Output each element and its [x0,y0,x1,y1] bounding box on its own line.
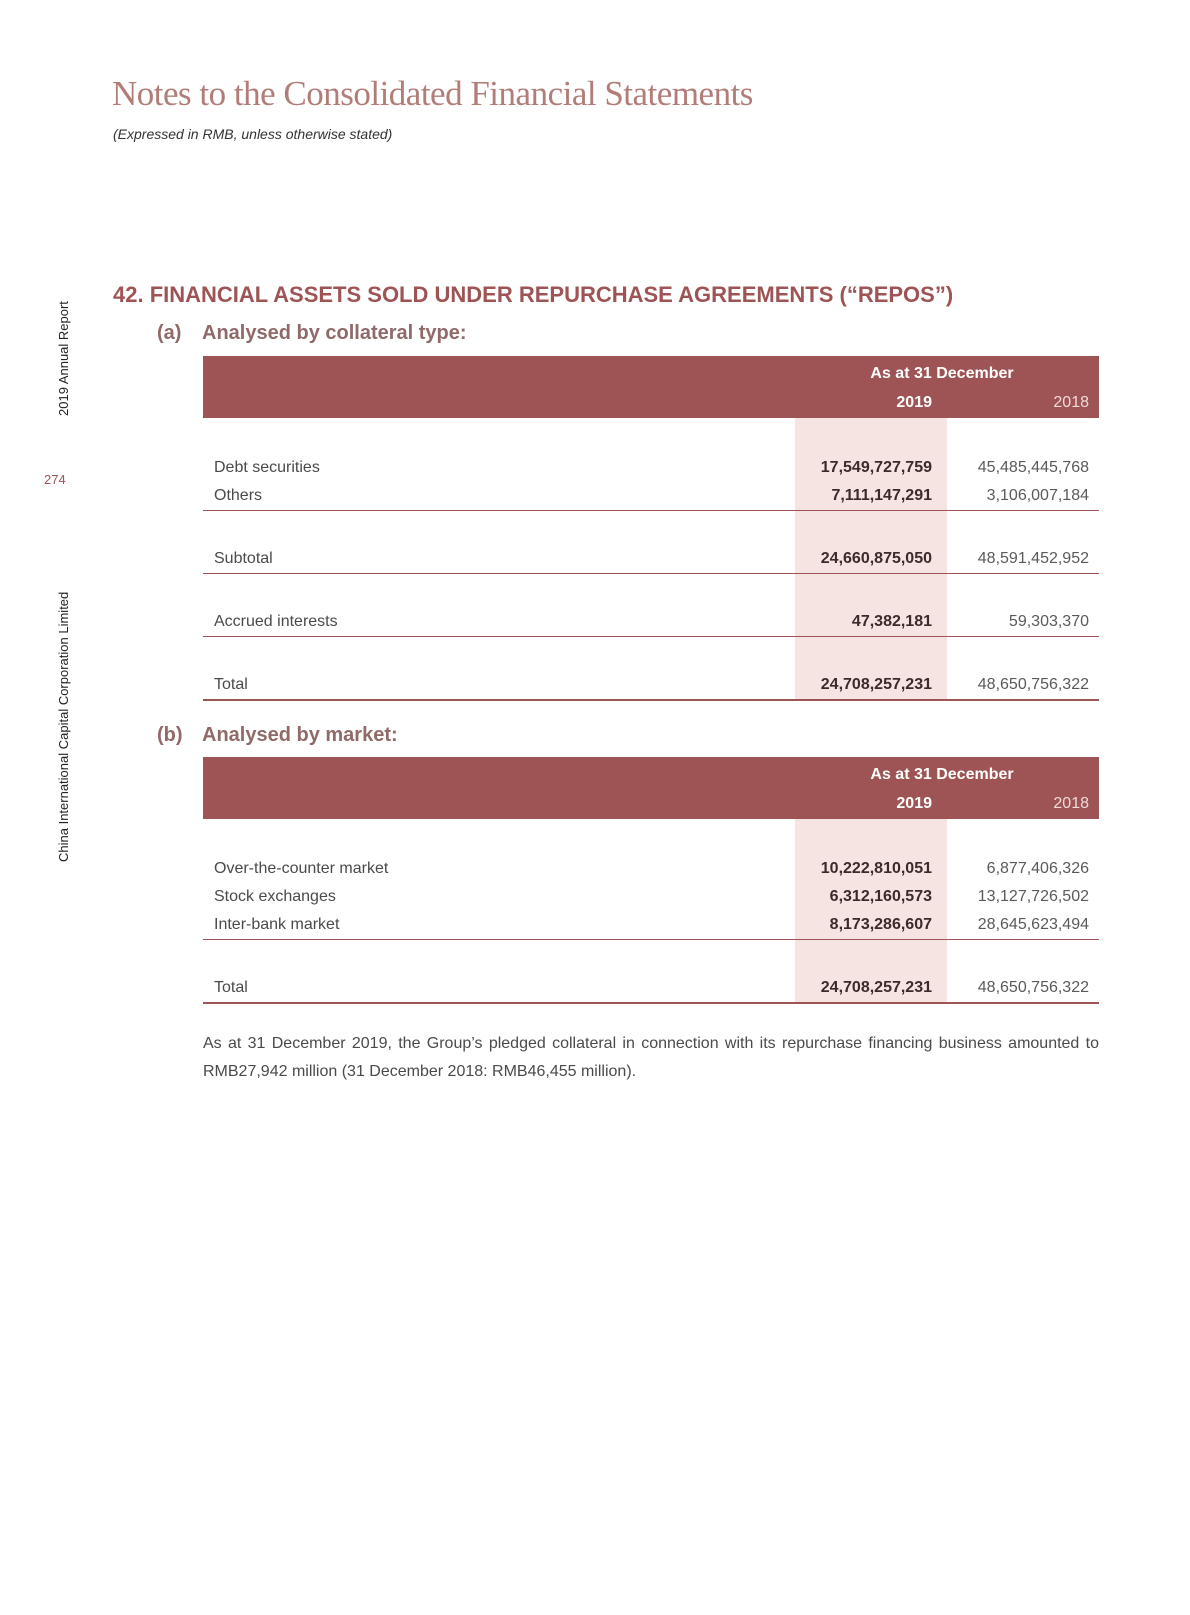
row-value-2018: 28,645,623,494 [977,916,1089,933]
table-header [203,757,1099,819]
footnote-paragraph: As at 31 December 2019, the Group’s pledged collateral in connection with its repurchase financing business amounted to RMB27,942 million (31 December 2018: RMB46,455 million). [203,1035,1099,1080]
subheading-a-title: Analysed by collateral type: [202,322,467,344]
row-label: Debt securities [214,459,320,476]
row-value-2018: 45,485,445,768 [977,459,1089,476]
page-title: Notes to the Consolidated Financial Statements [112,74,753,113]
subheading-b-title: Analysed by market: [202,724,398,746]
table-row [203,482,1099,511]
header-col-2019: 2019 [896,394,932,411]
row-value-2018: 13,127,726,502 [977,888,1089,905]
row-value-2018: 48,591,452,952 [977,550,1089,567]
side-report-label: 2019 Annual Report [56,301,71,416]
header-group-label: As at 31 December [870,365,1014,382]
row-value-2019: 24,708,257,231 [820,979,932,996]
row-value-2019: 24,660,875,050 [820,550,932,567]
row-value-2018: 6,877,406,326 [986,860,1089,877]
row-label: Accrued interests [214,613,338,630]
page-number: 274 [44,472,66,487]
collateral-table [203,356,1099,701]
row-label: Total [214,676,248,693]
table-row [203,883,1099,911]
row-label: Inter-bank market [214,916,340,933]
row-value-2019: 47,382,181 [851,613,932,630]
total-row [203,671,1099,701]
row-label: Others [214,487,263,504]
subheading-b-label: (b) [157,724,183,746]
table-row [203,454,1099,482]
side-company-label: China International Capital Corporation Limited [56,591,71,862]
header-col-2018: 2018 [1053,394,1089,411]
total-row [203,974,1099,1004]
table-header [203,356,1099,418]
row-value-2018: 48,650,756,322 [977,676,1089,693]
header-col-2018: 2018 [1053,795,1089,812]
table-row [203,911,1099,940]
subheading-b [157,724,398,747]
row-label: Stock exchanges [214,888,336,905]
header-col-2019: 2019 [896,795,932,812]
row-value-2018: 3,106,007,184 [986,487,1089,504]
page-subtitle: (Expressed in RMB, unless otherwise stated) [113,126,393,142]
row-value-2019: 6,312,160,573 [829,888,932,905]
row-label: Over-the-counter market [214,860,389,877]
subheading-a [157,322,467,345]
accrued-interests-row [203,608,1099,637]
row-value-2019: 10,222,810,051 [820,860,932,877]
row-value-2019: 24,708,257,231 [820,676,932,693]
subtotal-row [203,545,1099,574]
row-value-2018: 48,650,756,322 [977,979,1089,996]
header-group-label: As at 31 December [870,766,1014,783]
market-table [203,757,1099,1004]
row-value-2019: 17,549,727,759 [820,459,932,476]
row-value-2018: 59,303,370 [1008,613,1089,630]
subheading-a-label: (a) [157,322,182,344]
row-value-2019: 7,111,147,291 [831,487,932,504]
table-row [203,855,1099,883]
section-heading: 42. FINANCIAL ASSETS SOLD UNDER REPURCHASE AGREEMENTS (“REPOS”) [113,282,954,307]
row-label: Subtotal [214,550,273,567]
row-value-2019: 8,173,286,607 [829,916,932,933]
row-label: Total [214,979,248,996]
